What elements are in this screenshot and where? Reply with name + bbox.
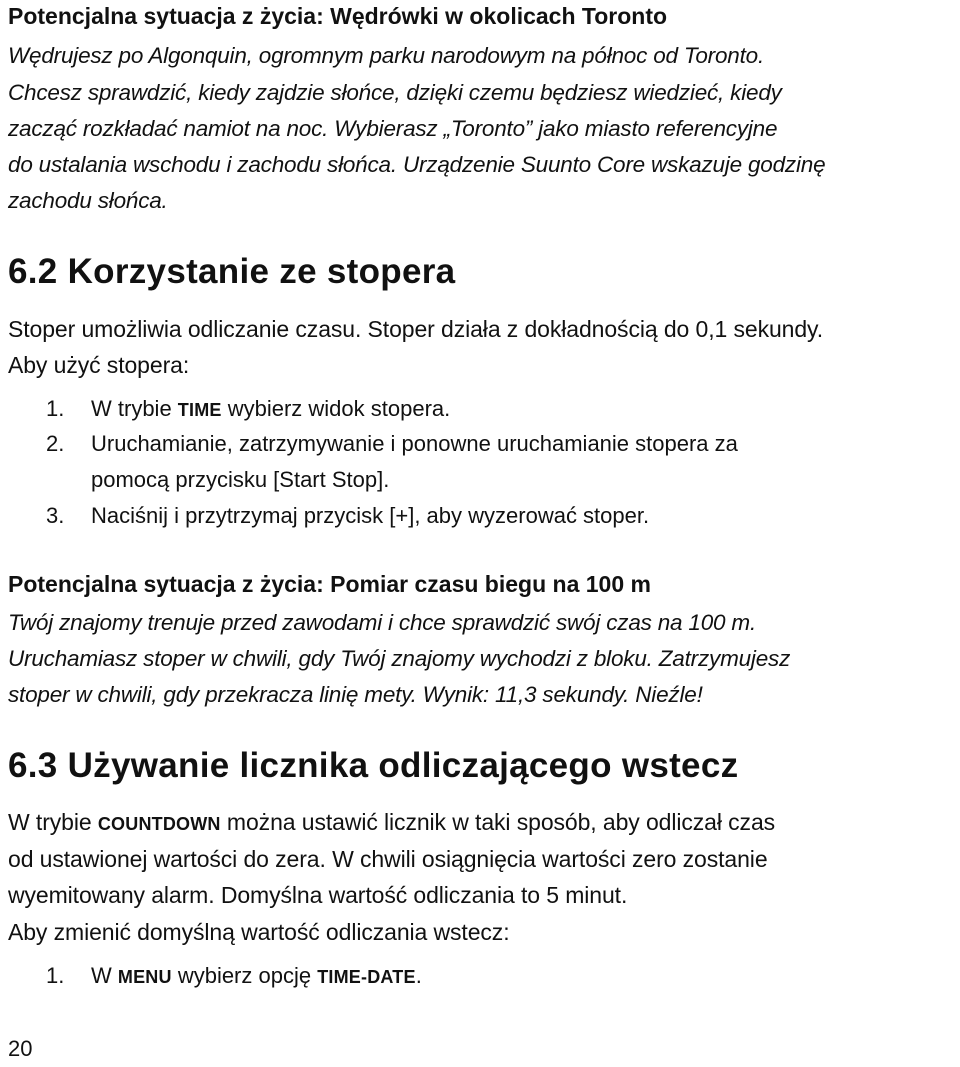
- body-text-line: W trybie COUNTDOWN można ustawić licznik w taki sposób, aby odliczał czas: [8, 809, 776, 835]
- example-text-line: Wędrujesz po Algonquin, ogromnym parku narodowym na północ od Toronto.: [8, 43, 765, 68]
- step-text: Naciśnij i przytrzymaj przycisk [+], aby wyzerować stoper.: [91, 503, 650, 528]
- step-number: 1.: [46, 963, 65, 988]
- step-text: W MENU wybierz opcję TIME-DATE.: [91, 963, 422, 988]
- example-text-line: Chcesz sprawdzić, kiedy zajdzie słońce, dzięki czemu będziesz wiedzieć, kiedy: [8, 80, 782, 105]
- step-number: 2.: [46, 431, 65, 456]
- step-text: Uruchamianie, zatrzymywanie i ponowne uruchamianie stopera za: [91, 431, 738, 456]
- menu-key: MENU: [117, 967, 172, 987]
- step-number: 3.: [46, 503, 65, 528]
- example-text-line: zacząć rozkładać namiot na noc. Wybierasz „Toronto” jako miasto referencyjne: [8, 116, 778, 141]
- page-number: 20: [8, 1036, 33, 1061]
- body-text-line: wyemitowany alarm. Domyślna wartość odliczania to 5 minut.: [8, 882, 628, 908]
- body-text-line: Aby zmienić domyślną wartość odliczania wstecz:: [8, 919, 510, 945]
- body-text-line: Stoper umożliwia odliczanie czasu. Stoper działa z dokładnością do 0,1 sekundy.: [8, 316, 824, 342]
- mode-key-countdown: COUNTDOWN: [97, 814, 221, 834]
- body-text-line: Aby użyć stopera:: [8, 352, 190, 378]
- step-number: 1.: [46, 396, 65, 421]
- example-text-line: stoper w chwili, gdy przekracza linię mety. Wynik: 11,3 sekundy. Nieźle!: [8, 682, 703, 707]
- section-heading-stopwatch: 6.2 Korzystanie ze stopera: [8, 252, 456, 291]
- example-text-line: Twój znajomy trenuje przed zawodami i chce sprawdzić swój czas na 100 m.: [8, 610, 756, 635]
- step-text-continued: pomocą przycisku [Start Stop].: [91, 467, 390, 492]
- example-text-line: do ustalania wschodu i zachodu słońca. Urządzenie Suunto Core wskazuje godzinę: [8, 152, 826, 177]
- time-date-key: TIME-DATE: [317, 967, 416, 987]
- example-text-line: zachodu słońca.: [8, 188, 168, 213]
- example-text-line: Uruchamiasz stoper w chwili, gdy Twój znajomy wychodzi z bloku. Zatrzymujesz: [8, 646, 791, 671]
- section-heading-countdown: 6.3 Używanie licznika odliczającego wstecz: [8, 746, 739, 785]
- example-title-toronto: Potencjalna sytuacja z życia: Wędrówki w okolicach Toronto: [8, 3, 668, 29]
- mode-key-time: TIME: [177, 400, 222, 420]
- step-text: W trybie TIME wybierz widok stopera.: [91, 396, 451, 421]
- body-text-line: od ustawionej wartości do zera. W chwili osiągnięcia wartości zero zostanie: [8, 846, 768, 872]
- example-title-100m: Potencjalna sytuacja z życia: Pomiar czasu biegu na 100 m: [8, 571, 651, 597]
